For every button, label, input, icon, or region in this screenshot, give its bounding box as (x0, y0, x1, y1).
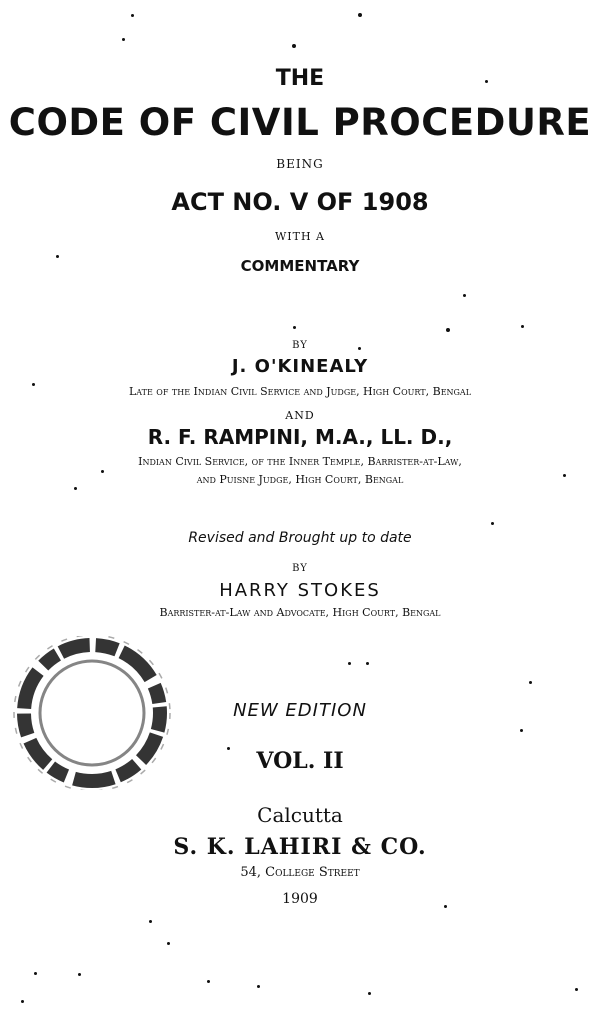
author-rampini-description-2: and Puisne Judge, High Court, Bengal (196, 473, 404, 486)
author-okinealy-description: Late of the Indian Civil Service and Judge, High Court, Bengal (128, 385, 472, 398)
volume-label: VOL. II (256, 748, 344, 774)
year-label: 1909 (282, 891, 318, 907)
author-okinealy: J. O'KINEALY (231, 356, 369, 377)
commentary-label: COMMENTARY (240, 257, 360, 275)
author-rampini-description-1: Indian Civil Service, of the Inner Temple, Barrister-at-Law, (138, 455, 462, 468)
address-label: 54, College Street (240, 865, 360, 880)
act-number: ACT NO. V OF 1908 (171, 188, 429, 216)
city-label: Calcutta (257, 803, 343, 827)
publisher-label: S. K. LAHIRI & CO. (173, 834, 427, 860)
the-label: THE (275, 66, 325, 91)
with-a-label: WITH A (274, 230, 326, 243)
library-stamp (6, 636, 178, 790)
author-rampini: R. F. RAMPINI, M.A., LL. D., (147, 425, 453, 449)
by-label-2: BY (292, 563, 308, 574)
reviser-stokes: HARRY STOKES (219, 580, 381, 601)
edition-label: NEW EDITION (233, 700, 367, 721)
and-label: AND (285, 409, 315, 422)
reviser-description: Barrister-at-Law and Advocate, High Court, Bengal (159, 606, 441, 619)
being-label: BEING (276, 157, 324, 171)
revised-label: Revised and Brought up to date (188, 530, 412, 546)
by-label: BY (292, 340, 308, 351)
book-title: CODE OF CIVIL PROCEDURE (8, 101, 592, 144)
